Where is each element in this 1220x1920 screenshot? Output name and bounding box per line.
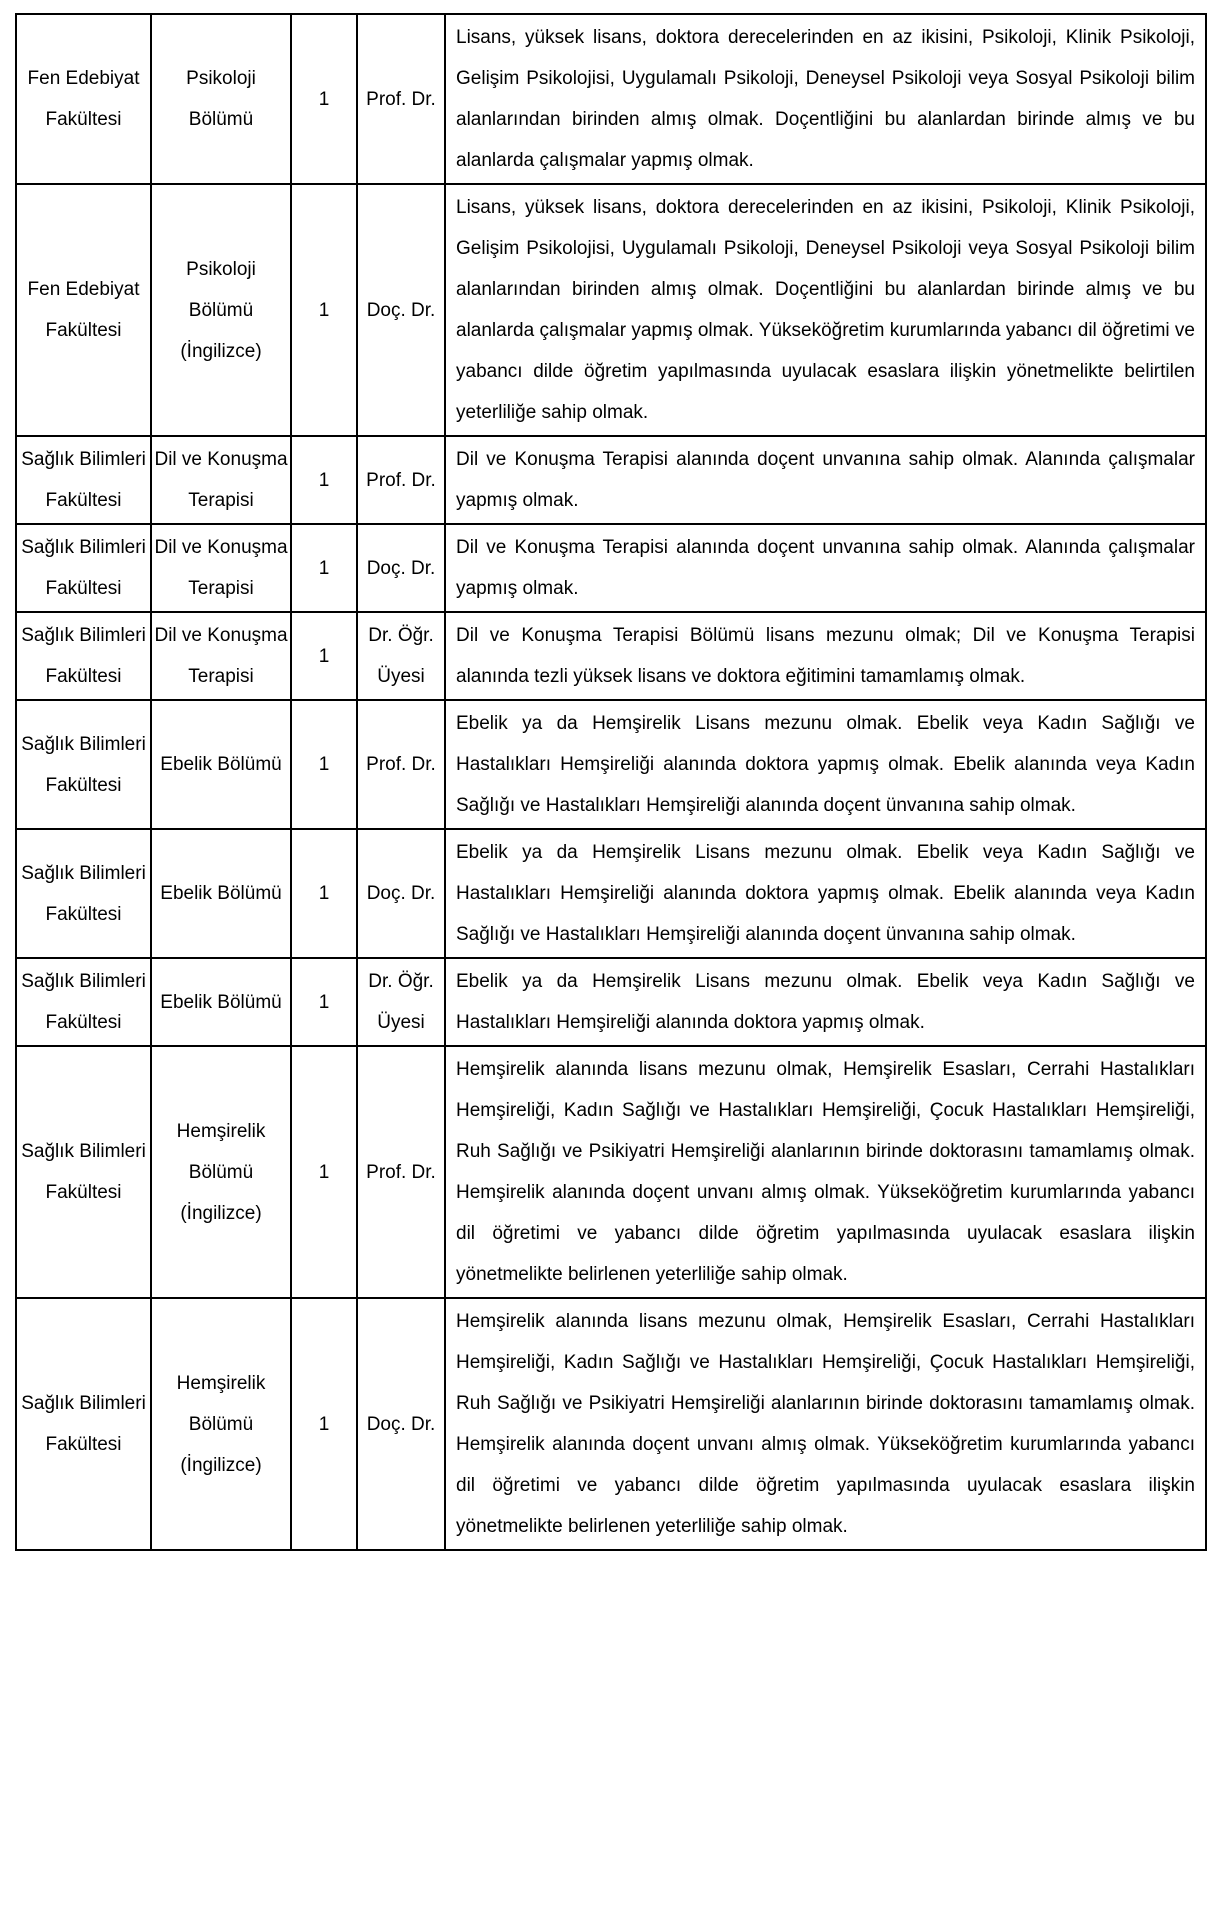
faculty-cell: Sağlık Bilimleri Fakültesi bbox=[16, 612, 151, 700]
title-cell: Dr. Öğr. Üyesi bbox=[357, 958, 445, 1046]
academic-positions-table bbox=[15, 13, 1207, 1551]
requirements-cell: Dil ve Konuşma Terapisi alanında doçent unvanına sahip olmak. Alanında çalışmalar yapmış olmak. bbox=[445, 436, 1206, 524]
position-row bbox=[16, 436, 1206, 524]
title-cell: Doç. Dr. bbox=[357, 1298, 445, 1550]
position-row bbox=[16, 1298, 1206, 1550]
faculty-cell: Fen Edebiyat Fakültesi bbox=[16, 14, 151, 184]
faculty-cell: Fen Edebiyat Fakültesi bbox=[16, 184, 151, 436]
quota-cell: 1 bbox=[291, 829, 357, 958]
quota-cell: 1 bbox=[291, 1046, 357, 1298]
requirements-cell: Ebelik ya da Hemşirelik Lisans mezunu olmak. Ebelik veya Kadın Sağlığı ve Hastalıkları Hemşireliği alanında doktora yapmış olmak. Ebelik alanında veya Kadın Sağlığı ve Hastalıkları Hemşireliği alanında doçent ünvanına sahip olmak. bbox=[445, 829, 1206, 958]
faculty-cell: Sağlık Bilimleri Fakültesi bbox=[16, 700, 151, 829]
faculty-cell: Sağlık Bilimleri Fakültesi bbox=[16, 958, 151, 1046]
requirements-cell: Hemşirelik alanında lisans mezunu olmak, Hemşirelik Esasları, Cerrahi Hastalıkları Hemşireliği, Kadın Sağlığı ve Hastalıkları Hemşireliği, Çocuk Hastalıkları Hemşireliği, Ruh Sağlığı ve Psikiyatri Hemşireliği alanlarının birinde doktorasını tamamlamış olmak. Hemşirelik alanında doçent unvanı almış olmak. Yükseköğretim kurumlarında yabancı dil öğretimi ve yabancı dilde öğretim yapılmasında uyulacak esaslara ilişkin yönetmelikte belirlenen yeterliliğe sahip olmak. bbox=[445, 1046, 1206, 1298]
title-cell: Dr. Öğr. Üyesi bbox=[357, 612, 445, 700]
department-cell: Hemşirelik Bölümü (İngilizce) bbox=[151, 1298, 291, 1550]
title-cell: Doç. Dr. bbox=[357, 524, 445, 612]
position-row bbox=[16, 958, 1206, 1046]
academic-positions-table-body bbox=[16, 14, 1206, 1550]
faculty-cell: Sağlık Bilimleri Fakültesi bbox=[16, 1046, 151, 1298]
position-row bbox=[16, 829, 1206, 958]
faculty-cell: Sağlık Bilimleri Fakültesi bbox=[16, 829, 151, 958]
department-cell: Psikoloji Bölümü bbox=[151, 14, 291, 184]
department-cell: Ebelik Bölümü bbox=[151, 829, 291, 958]
requirements-cell: Dil ve Konuşma Terapisi Bölümü lisans mezunu olmak; Dil ve Konuşma Terapisi alanında tezli yüksek lisans ve doktora eğitimini tamamlamış olmak. bbox=[445, 612, 1206, 700]
position-row bbox=[16, 700, 1206, 829]
faculty-cell: Sağlık Bilimleri Fakültesi bbox=[16, 1298, 151, 1550]
department-cell: Ebelik Bölümü bbox=[151, 958, 291, 1046]
position-row bbox=[16, 524, 1206, 612]
position-row bbox=[16, 184, 1206, 436]
title-cell: Prof. Dr. bbox=[357, 700, 445, 829]
quota-cell: 1 bbox=[291, 700, 357, 829]
quota-cell: 1 bbox=[291, 612, 357, 700]
faculty-cell: Sağlık Bilimleri Fakültesi bbox=[16, 524, 151, 612]
quota-cell: 1 bbox=[291, 436, 357, 524]
position-row bbox=[16, 14, 1206, 184]
requirements-cell: Ebelik ya da Hemşirelik Lisans mezunu olmak. Ebelik veya Kadın Sağlığı ve Hastalıkları Hemşireliği alanında doktora yapmış olmak. Ebelik alanında veya Kadın Sağlığı ve Hastalıkları Hemşireliği alanında doçent ünvanına sahip olmak. bbox=[445, 700, 1206, 829]
quota-cell: 1 bbox=[291, 958, 357, 1046]
title-cell: Prof. Dr. bbox=[357, 14, 445, 184]
quota-cell: 1 bbox=[291, 14, 357, 184]
title-cell: Doç. Dr. bbox=[357, 184, 445, 436]
quota-cell: 1 bbox=[291, 1298, 357, 1550]
title-cell: Doç. Dr. bbox=[357, 829, 445, 958]
quota-cell: 1 bbox=[291, 184, 357, 436]
department-cell: Dil ve Konuşma Terapisi bbox=[151, 612, 291, 700]
department-cell: Hemşirelik Bölümü (İngilizce) bbox=[151, 1046, 291, 1298]
requirements-cell: Dil ve Konuşma Terapisi alanında doçent unvanına sahip olmak. Alanında çalışmalar yapmış olmak. bbox=[445, 524, 1206, 612]
department-cell: Ebelik Bölümü bbox=[151, 700, 291, 829]
department-cell: Dil ve Konuşma Terapisi bbox=[151, 436, 291, 524]
title-cell: Prof. Dr. bbox=[357, 436, 445, 524]
requirements-cell: Hemşirelik alanında lisans mezunu olmak, Hemşirelik Esasları, Cerrahi Hastalıkları Hemşireliği, Kadın Sağlığı ve Hastalıkları Hemşireliği, Çocuk Hastalıkları Hemşireliği, Ruh Sağlığı ve Psikiyatri Hemşireliği alanlarının birinde doktorasını tamamlamış olmak. Hemşirelik alanında doçent unvanı almış olmak. Yükseköğretim kurumlarında yabancı dil öğretimi ve yabancı dilde öğretim yapılmasında uyulacak esaslara ilişkin yönetmelikte belirlenen yeterliliğe sahip olmak. bbox=[445, 1298, 1206, 1550]
department-cell: Psikoloji Bölümü (İngilizce) bbox=[151, 184, 291, 436]
faculty-cell: Sağlık Bilimleri Fakültesi bbox=[16, 436, 151, 524]
title-cell: Prof. Dr. bbox=[357, 1046, 445, 1298]
position-row bbox=[16, 1046, 1206, 1298]
requirements-cell: Ebelik ya da Hemşirelik Lisans mezunu olmak. Ebelik veya Kadın Sağlığı ve Hastalıkları Hemşireliği alanında doktora yapmış olmak. bbox=[445, 958, 1206, 1046]
department-cell: Dil ve Konuşma Terapisi bbox=[151, 524, 291, 612]
requirements-cell: Lisans, yüksek lisans, doktora derecelerinden en az ikisini, Psikoloji, Klinik Psikoloji, Gelişim Psikolojisi, Uygulamalı Psikoloji, Deneysel Psikoloji veya Sosyal Psikoloji bilim alanlarından birinden almış olmak. Doçentliğini bu alanlardan birinde almış ve bu alanlarda çalışmalar yapmış olmak. Yükseköğretim kurumlarında yabancı dil öğretimi ve yabancı dilde öğretim yapılmasında uyulacak esaslara ilişkin yönetmelikte belirtilen yeterliliğe sahip olmak. bbox=[445, 184, 1206, 436]
quota-cell: 1 bbox=[291, 524, 357, 612]
requirements-cell: Lisans, yüksek lisans, doktora derecelerinden en az ikisini, Psikoloji, Klinik Psikoloji, Gelişim Psikolojisi, Uygulamalı Psikoloji, Deneysel Psikoloji veya Sosyal Psikoloji bilim alanlarından birinden almış olmak. Doçentliğini bu alanlardan birinde almış ve bu alanlarda çalışmalar yapmış olmak. bbox=[445, 14, 1206, 184]
position-row bbox=[16, 612, 1206, 700]
